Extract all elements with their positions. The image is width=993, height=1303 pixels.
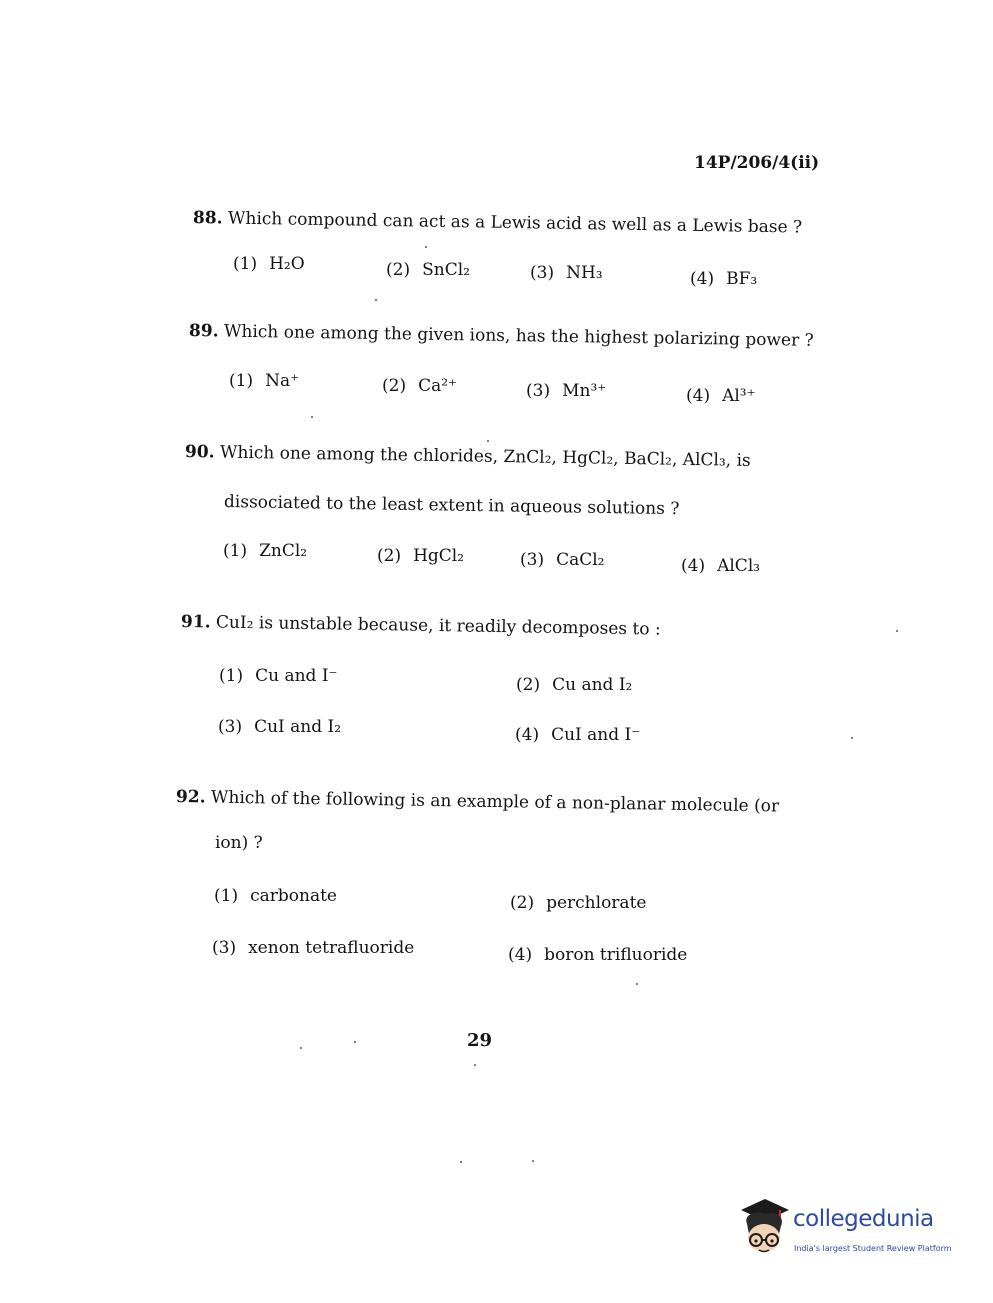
- option-text: BF₃: [726, 269, 758, 289]
- paper-code: 14P/206/4(ii): [694, 153, 820, 173]
- option-91-2: [516, 674, 632, 696]
- option-text: Al³⁺: [722, 386, 756, 406]
- option-number: (1): [229, 371, 254, 391]
- scan-speck: [532, 1160, 534, 1162]
- question-text: CuI₂ is unstable because, it readily decomposes to :: [215, 612, 661, 640]
- option-text: ZnCl₂: [259, 541, 308, 561]
- question-number: 92.: [175, 787, 206, 808]
- option-text: H₂O: [269, 254, 305, 274]
- option-92-4: [508, 944, 687, 966]
- option-number: (4): [681, 556, 706, 576]
- scan-speck: [354, 1041, 356, 1043]
- option-92-2: [510, 892, 646, 914]
- option-text: NH₃: [566, 263, 603, 283]
- scan-speck: [300, 1047, 302, 1049]
- option-number: (4): [515, 725, 540, 745]
- question-88: [193, 207, 802, 239]
- scan-speck: [425, 246, 427, 248]
- question-92: [176, 786, 779, 817]
- option-text: Ca²⁺: [418, 376, 458, 396]
- question-text: Which one among the given ions, has the highest polarizing power ?: [223, 321, 814, 351]
- option-number: (1): [214, 886, 239, 906]
- question-90: [185, 441, 751, 472]
- option-text: Cu and I⁻: [255, 666, 338, 686]
- option-number: (2): [516, 675, 541, 695]
- question-number: 90.: [184, 442, 215, 463]
- scan-speck: [474, 1064, 476, 1066]
- scan-speck: [487, 440, 489, 442]
- option-88-1: [233, 253, 305, 275]
- option-91-3: [218, 716, 341, 738]
- option-91-4: [515, 724, 640, 746]
- option-text: perchlorate: [546, 893, 647, 913]
- option-text: CuI and I⁻: [551, 725, 641, 745]
- scan-speck: [851, 737, 853, 739]
- option-92-3: [212, 937, 414, 959]
- option-90-1: [223, 540, 307, 562]
- option-number: (4): [690, 269, 715, 289]
- option-89-1: [229, 370, 299, 392]
- option-88-3: [530, 262, 603, 284]
- question-text-continued: ion) ?: [215, 833, 263, 853]
- option-number: (3): [520, 550, 545, 570]
- option-number: (4): [686, 386, 711, 406]
- option-number: (2): [382, 376, 407, 396]
- option-text: CaCl₂: [556, 550, 605, 570]
- option-number: (3): [526, 381, 551, 401]
- option-92-1: [214, 885, 337, 907]
- graduate-mascot-icon: [735, 1196, 793, 1262]
- option-text: Na⁺: [265, 371, 300, 391]
- option-number: (3): [218, 717, 243, 737]
- option-text: carbonate: [250, 886, 337, 906]
- option-89-3: [526, 380, 606, 402]
- option-90-3: [520, 549, 605, 571]
- page-number: 29: [467, 1030, 493, 1051]
- option-90-2: [377, 545, 464, 567]
- option-text: CuI and I₂: [254, 717, 342, 737]
- option-number: (2): [510, 893, 535, 913]
- option-text: HgCl₂: [413, 546, 465, 566]
- option-89-4: [686, 385, 756, 407]
- option-number: (3): [530, 263, 555, 283]
- question-number: 88.: [192, 208, 223, 229]
- option-91-1: [219, 665, 338, 687]
- option-number: (2): [377, 546, 402, 566]
- option-88-2: [386, 259, 470, 281]
- option-number: (3): [212, 938, 237, 958]
- scan-speck: [375, 299, 377, 301]
- question-92-line2: [215, 832, 263, 854]
- scan-speck: [460, 1161, 462, 1163]
- scan-speck: [636, 983, 638, 985]
- option-number: (1): [223, 541, 248, 561]
- scan-speck: [896, 630, 898, 632]
- option-text: Cu and I₂: [552, 675, 633, 695]
- question-number: 89.: [188, 321, 219, 342]
- option-number: (1): [219, 666, 244, 686]
- watermark-brand-name: collegedunia: [793, 1206, 934, 1232]
- watermark-tagline: India's largest Student Review Platform: [794, 1244, 952, 1253]
- option-text: AlCl₃: [717, 556, 761, 576]
- option-text: boron trifluoride: [544, 945, 688, 965]
- question-91: [181, 611, 661, 641]
- question-text: Which one among the chlorides, ZnCl₂, HgCl₂, BaCl₂, AlCl₃, is: [219, 442, 751, 471]
- option-number: (2): [386, 260, 411, 280]
- option-number: (4): [508, 945, 533, 965]
- question-text: Which compound can act as a Lewis acid as well as a Lewis base ?: [227, 208, 803, 238]
- scan-speck: [311, 416, 313, 418]
- option-89-2: [382, 375, 457, 397]
- question-number: 91.: [180, 612, 211, 633]
- option-90-4: [681, 555, 760, 577]
- option-88-4: [690, 268, 757, 290]
- collegedunia-watermark: [735, 1196, 965, 1266]
- option-number: (1): [233, 254, 258, 274]
- option-text: xenon tetrafluoride: [248, 938, 415, 958]
- question-text-continued: dissociated to the least extent in aqueous solutions ?: [223, 492, 680, 520]
- question-90-line2: [224, 491, 680, 520]
- option-text: Mn³⁺: [562, 381, 607, 401]
- question-text: Which of the following is an example of a non-planar molecule (or: [210, 787, 780, 817]
- question-89: [189, 320, 814, 352]
- option-text: SnCl₂: [422, 260, 470, 280]
